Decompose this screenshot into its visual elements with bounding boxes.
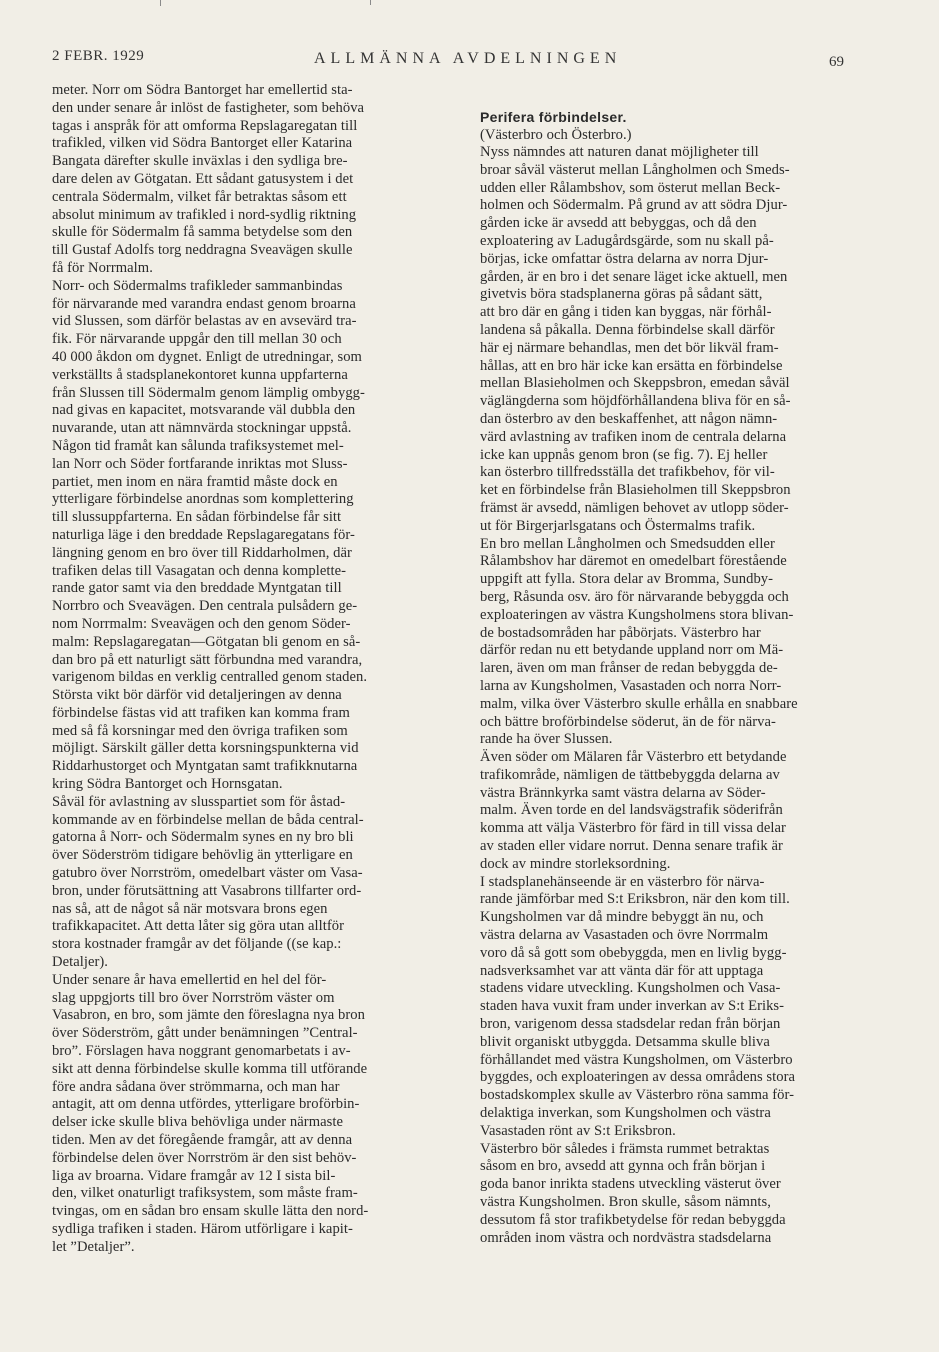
text-line: börjas, icke omfattar östra delarna av norra Djur- xyxy=(480,250,769,267)
text-line: komma att välja Västerbro för färd in till vissa delar xyxy=(480,820,786,837)
text-line: 40 000 åkdon om dygnet. Enligt de utredningar, som xyxy=(52,348,362,365)
text-line: Vasastaden rönt av S:t Eriksbron. xyxy=(480,1122,676,1139)
text-line: bostadskomplex skulle av Västerbro röna samma för- xyxy=(480,1087,795,1104)
text-line: den, vilket onaturligt trafiksystem, som måste fram- xyxy=(52,1185,358,1202)
text-line: tvingas, om en sådan bro ensam skulle lätta den nord- xyxy=(52,1203,369,1220)
text-line: Bangata därefter skulle inväxlas i den sydliga bre- xyxy=(52,153,348,170)
text-line: västra Brännkyrka samt västra delarna av Söder- xyxy=(480,784,766,801)
text-line: förbindelse delen över Norrström är den sist behöv- xyxy=(52,1149,357,1166)
text-line: förbindelse fästas vid att trafiken kan komma fram xyxy=(52,704,350,721)
text-line: malm. Även torde en del landsvägstrafik söderifrån xyxy=(480,802,783,819)
text-line: tagas i anspråk för att omforma Repslagaregatan till xyxy=(52,117,358,134)
text-line: rande ha över Slussen. xyxy=(480,731,613,748)
text-line: mellan Blasieholmen och Skeppsbron, emedan såväl xyxy=(480,375,790,392)
text-line: Norrbro och Sveavägen. Den centrala pulsådern ge- xyxy=(52,598,358,615)
text-line: längning genom en bro över till Riddarholmen, där xyxy=(52,544,352,561)
text-line: gatubro över Norrström, omedelbart väster om Vasa- xyxy=(52,865,363,882)
text-line: exploateringen av västra Kungsholmens stora blivan- xyxy=(480,606,794,623)
text-line: dan bro på ett naturligt sätt förbundna med varandra, xyxy=(52,651,363,668)
text-line: nadsverksamhet var att vänta där för att upptaga xyxy=(480,962,764,979)
text-line: dan österbro av den beskaffenhet, att någon nämn- xyxy=(480,410,778,427)
text-line: kan österbro tillfredsställa det trafikbehov, för vil- xyxy=(480,464,775,481)
text-line: före andra sådana över strömmarna, och man har xyxy=(52,1078,340,1095)
text-line: holmen och Södermalm. På grund av att södra Djur- xyxy=(480,197,788,214)
text-line: laren, även om man frånser de redan bebyggda de- xyxy=(480,660,778,677)
text-line: och bättre broförbindelse söderut, än de för närva- xyxy=(480,713,776,730)
text-line: främst är avsedd, nämligen behovet av utlopp söder- xyxy=(480,499,789,516)
text-line: dare delen av Götgatan. Ett sådant gatusystem i det xyxy=(52,170,354,187)
text-line: områden inom västra och nordvästra stadsdelarna xyxy=(480,1229,772,1246)
text-line: Under senare år hava emellertid en hel del för- xyxy=(52,971,327,988)
right-column-wrapper xyxy=(480,108,842,1247)
text-line: givetvis böra stadsplanerna göras på sådant sätt, xyxy=(480,286,763,303)
text-line: från Slussen till Södermalm genom lämplig ombygg- xyxy=(52,384,365,401)
text-line: sydliga trafiken i staden. Härom utförligare i kapit- xyxy=(52,1221,353,1237)
text-line: blivit organiskt utbyggda. Detsamma skulle bliva xyxy=(480,1033,770,1050)
text-line: goda banor inrikta stadens utveckling västerut över xyxy=(480,1176,781,1193)
text-line: partiet, men inom en nära framtid måste dock en xyxy=(52,473,338,490)
text-line: Största vikt bör därför vid detaljeringen av denna xyxy=(52,687,342,704)
text-line: absolut minimum av trafikled i nord-sydlig riktning xyxy=(52,206,357,223)
text-line: Rålambshov har däremot en omedelbart förestående xyxy=(480,553,787,570)
text-line: bro”. Förslagen hava noggrant genomarbetats i av- xyxy=(52,1043,351,1060)
text-line: centrala Södermalm, vilket får betraktas såsom ett xyxy=(52,188,347,205)
text-line: trafiken delas till Vasagatan och denna komplette- xyxy=(52,562,347,579)
text-line: väglängderna som höjdförhållandena bliva för en så- xyxy=(480,393,791,410)
text-line: de bostadsområden har påbörjats. Västerbro har xyxy=(480,624,761,641)
text-line: förhållandet med västra Kungsholmen, om Västerbro xyxy=(480,1051,793,1068)
text-line: västra Kungsholmen. Bron skulle, såsom nämnts, xyxy=(480,1194,771,1211)
text-line: slag uppgjorts till bro över Norrström väster om xyxy=(52,989,335,1006)
text-line: såsom en bro, avsedd att gynna och från början i xyxy=(480,1158,766,1175)
text-line: naturliga läge i den breddade Repslagaregatans för- xyxy=(52,526,355,543)
text-line: nas så, att de något så när motsvara brons egen xyxy=(52,900,328,917)
text-line: nad givas en kapacitet, motsvarande väl dubbla den xyxy=(52,402,356,419)
text-line: kommande av en förbindelse mellan de båda central- xyxy=(52,811,364,828)
section-title: Perifera förbindelser. xyxy=(480,109,627,125)
text-line: delser icke skulle bliva behövliga under närmaste xyxy=(52,1114,343,1131)
text-line: delaktiga inverkan, som Kungsholmen och västra xyxy=(480,1105,771,1122)
text-line: här ej närmare behandlas, men det bör likväl fram- xyxy=(480,339,779,356)
text-line: stadens vidare utveckling. Kungsholmen och Vasa- xyxy=(480,980,781,997)
text-line: hållas, att en bro här icke kan ersätta en förbindelse xyxy=(480,357,783,374)
text-line: med så få korsningar med den övriga trafiken som xyxy=(52,722,348,739)
text-line: Riddarhustorget och Myntgatan samt trafikknutarna xyxy=(52,758,358,775)
text-line: dessutom få stor trafikbetydelse för redan bebyggda xyxy=(480,1211,786,1228)
header-title: ALLMÄNNA AVDELNINGEN xyxy=(314,50,622,67)
text-line: västra delarna av Vasastaden och övre Norrmalm xyxy=(480,927,769,944)
scan-mark xyxy=(370,0,371,5)
text-line: Detaljer). xyxy=(52,954,109,971)
text-line: byggdes, och exploateringen av dessa områdens stora xyxy=(480,1069,796,1086)
text-line: Någon tid framåt kan sålunda trafiksystemet mel- xyxy=(52,437,344,454)
text-line: sikt att denna förbindelse skulle komma till utförande xyxy=(52,1060,368,1077)
text-line: En bro mellan Långholmen och Smedsudden eller xyxy=(480,535,775,552)
text-line: I stadsplanehänseende är en västerbro för närva- xyxy=(480,873,765,890)
text-line: värd avlastning av trafiken inom de centrala delarna xyxy=(480,428,787,445)
text-line: den under senare år inlöst de fastigheter, som behöva xyxy=(52,99,365,116)
text-line: broar såväl västerut mellan Långholmen och Smeds- xyxy=(480,161,790,178)
text-line: ytterligare förbindelse anordnas som komplettering xyxy=(52,491,354,508)
text-line: Kungsholmen var då mindre bebyggt än nu, och xyxy=(480,909,764,926)
text-line: berg, Råsunda osv. äro för närvarande bebyggda och xyxy=(480,588,789,605)
text-line: Vasabron, en bro, som jämte den föreslagna nya bron xyxy=(52,1007,365,1024)
section-subtitle: (Västerbro och Österbro.) xyxy=(480,127,632,143)
text-line: larna av Kungsholmen, Vasastaden och norra Norr- xyxy=(480,677,782,694)
text-line: dock av mindre storleksordning. xyxy=(480,855,671,872)
text-line: kring Södra Bantorget och Hornsgatan. xyxy=(52,776,283,793)
scan-mark xyxy=(160,0,161,6)
text-line: Norr- och Södermalms trafikleder sammanbindas xyxy=(52,277,343,294)
text-line: därför redan nu ett betydande uppland norr om Mä- xyxy=(480,642,784,659)
text-line: stora kostnader framgår av det följande ((se kap.: xyxy=(52,936,342,953)
text-line: Nyss nämndes att naturen danat möjligheter till xyxy=(480,144,759,160)
text-line: liga av broarna. Vidare framgår av 12 I sista bil- xyxy=(52,1167,336,1184)
text-line: malm: Repslagaregatan—Götgatan bli genom en så- xyxy=(52,633,361,650)
text-line: gården icke är avsedd att bebyggas, och då den xyxy=(480,215,757,232)
text-line: nom Norrmalm: Sveavägen och den genom Söder- xyxy=(52,615,351,632)
text-line: gatorna å Norr- och Södermalm synes en ny bro bli xyxy=(52,829,354,846)
text-line: trafikled, vilken vid Södra Bantorget eller Katarina xyxy=(52,135,353,152)
page-number: 69 xyxy=(829,54,844,70)
text-line: till Gustaf Adolfs torg neddragna Sveavägen skulle xyxy=(52,242,353,259)
text-line: landena så påkalla. Denna förbindelse skall därför xyxy=(480,321,775,338)
text-line: ut för Birgerjarlsgatans och Östermalms trafik. xyxy=(480,517,756,534)
text-line: rande jämförbar med S:t Eriksbron, när den kom till. xyxy=(480,891,790,908)
text-line: att bro där en gång i tiden kan byggas, när förhål- xyxy=(480,304,772,321)
text-line: tiden. Men av det föregående framgår, att av denna xyxy=(52,1132,353,1149)
text-line: till slussuppfarterna. En sådan förbindelse får sitt xyxy=(52,509,342,526)
text-line: lan Norr och Söder fortfarande inriktas mot Sluss- xyxy=(52,455,348,472)
text-line: skulle för Södermalm få samma betydelse som den xyxy=(52,224,353,241)
text-line: meter. Norr om Södra Bantorget har emellertid sta- xyxy=(52,82,353,98)
text-line: exploatering av Ladugårdsgärde, som nu skall på- xyxy=(480,232,774,249)
text-line: fik. För närvarande uppgår den till mellan 30 och xyxy=(52,331,342,348)
text-line: av staden eller vidare norrut. Denna senare trafik är xyxy=(480,838,783,855)
text-line: ket en förbindelse från Blasieholmen till Skeppsbron xyxy=(480,482,791,499)
text-line: trafikkapacitet. Att detta låter sig göra utan alltför xyxy=(52,918,345,935)
text-line: bron, varigenom dessa stadsdelar redan från början xyxy=(480,1016,781,1033)
text-line: malm, vilka över Västerbro skulle erhålla en snabbare xyxy=(480,695,798,712)
text-line: över Söderström, gått under benämningen ”Central- xyxy=(52,1025,358,1042)
text-line: gården, är en bro i det senare läget icke aktuell, men xyxy=(480,268,788,285)
text-line: för närvarande med varandra endast genom broarna xyxy=(52,295,356,312)
text-line: uppgift att fylla. Stora delar av Bromma, Sundby- xyxy=(480,571,774,588)
text-line: Även söder om Mälaren får Västerbro ett betydande xyxy=(480,749,787,766)
right-column xyxy=(480,144,842,1247)
text-line: Västerbro bör således i främsta rummet betraktas xyxy=(480,1140,770,1157)
page-header xyxy=(52,46,844,74)
text-line: nuvarande, utan att nämnvärda stockningar uppstå. xyxy=(52,420,352,437)
text-line: möjligt. Särskilt gäller detta korsningspunkterna vid xyxy=(52,740,359,757)
text-line: rande gator samt via den breddade Myntgatan till xyxy=(52,580,342,597)
text-line: bron, under förutsättning att Vasabrons tillfarter ord- xyxy=(52,882,362,899)
text-line: över Söderström tidigare behövlig än ytterligare en xyxy=(52,847,353,864)
text-line: icke kan uppnås genom bron (se fig. 7). Ej heller xyxy=(480,446,768,463)
text-line: voro då så gott som obebyggda, men en livlig bygg- xyxy=(480,944,787,961)
text-line: vid Slussen, som därför belastas av en avsevärd tra- xyxy=(52,313,357,330)
text-line: varigenom bildas en verklig centralled genom staden. xyxy=(52,669,368,686)
header-date: 2 FEBR. 1929 xyxy=(52,48,145,64)
text-line: verkställts å stadsplanekontoret kunna uppfarterna xyxy=(52,366,348,383)
text-line: let ”Detaljer”. xyxy=(52,1238,135,1255)
text-line: trafikområde, nämligen de tättbebyggda delarna av xyxy=(480,766,780,783)
text-line: Såväl för avlastning av slusspartiet som för åstad- xyxy=(52,793,346,810)
text-line: antagit, att om denna utfördes, ytterligare broförbin- xyxy=(52,1096,360,1113)
text-line: udden eller Rålambshov, som österut mellan Beck- xyxy=(480,179,781,196)
left-column xyxy=(52,82,436,1257)
text-line: staden hava vuxit fram under inverkan av S:t Eriks- xyxy=(480,998,785,1015)
text-line: få för Norrmalm. xyxy=(52,259,153,276)
